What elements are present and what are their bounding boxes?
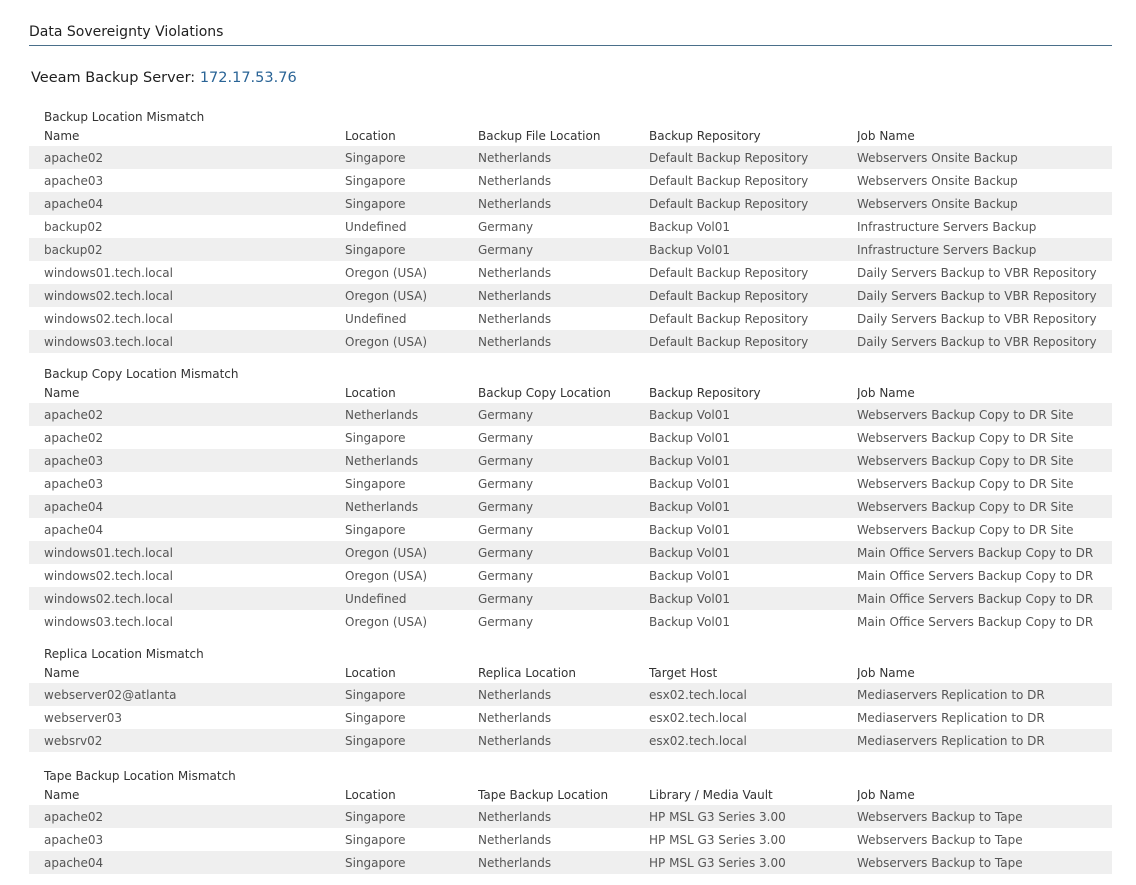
table-row (29, 215, 1112, 238)
table-cell: Default Backup Repository (649, 288, 809, 303)
table-row (29, 518, 1112, 541)
column-header: Backup Copy Location (478, 386, 611, 400)
table-row (29, 683, 1112, 706)
table-cell: Singapore (345, 687, 406, 702)
table-cell: backup02 (44, 219, 103, 234)
column-header: Name (44, 386, 80, 400)
table-cell: Backup Vol01 (649, 219, 731, 234)
table-row (29, 729, 1112, 752)
table-cell: apache02 (44, 430, 104, 445)
column-header: Name (44, 129, 80, 143)
table-cell: Webservers Backup to Tape (857, 832, 1023, 847)
table-row (29, 587, 1112, 610)
table-cell: Singapore (345, 809, 406, 824)
section-title: Backup Copy Location Mismatch (44, 367, 239, 381)
server-label: Veeam Backup Server: (31, 70, 196, 86)
table-cell: Singapore (345, 733, 406, 748)
table-cell: Backup Vol01 (649, 453, 731, 468)
table-cell: Default Backup Repository (649, 196, 809, 211)
table-cell: Singapore (345, 173, 406, 188)
table-cell: Netherlands (345, 407, 419, 422)
table-cell: Germany (478, 614, 534, 629)
table-cell: Germany (478, 219, 534, 234)
table-cell: Default Backup Repository (649, 265, 809, 280)
table-cell: Mediaservers Replication to DR (857, 710, 1045, 725)
table-cell: Germany (478, 545, 534, 560)
table-cell: apache04 (44, 196, 104, 211)
table-cell: Backup Vol01 (649, 476, 731, 491)
table-cell: Oregon (USA) (345, 334, 428, 349)
table-cell: esx02.tech.local (649, 733, 747, 748)
table-cell: Backup Vol01 (649, 545, 731, 560)
table-cell: Main Office Servers Backup Copy to DR (857, 568, 1094, 583)
table-cell: Backup Vol01 (649, 568, 731, 583)
table-cell: Singapore (345, 196, 406, 211)
column-header: Location (345, 386, 396, 400)
table-cell: Singapore (345, 476, 406, 491)
server-ip: 172.17.53.76 (199, 70, 297, 86)
table-row (29, 449, 1112, 472)
table-cell: Webservers Backup Copy to DR Site (857, 522, 1074, 537)
table-cell: Germany (478, 430, 534, 445)
table-cell: Germany (478, 568, 534, 583)
table-row (29, 192, 1112, 215)
table-cell: Daily Servers Backup to VBR Repository (857, 288, 1097, 303)
table-cell: Backup Vol01 (649, 430, 731, 445)
column-header: Job Name (857, 386, 915, 400)
table-cell: windows02.tech.local (44, 311, 173, 326)
table-cell: apache03 (44, 476, 104, 491)
table-cell: Germany (478, 522, 534, 537)
table-cell: Webservers Onsite Backup (857, 196, 1018, 211)
table-row (29, 426, 1112, 449)
table-cell: Webservers Onsite Backup (857, 173, 1018, 188)
table-cell: Undefined (345, 311, 407, 326)
table-cell: Singapore (345, 522, 406, 537)
table-row (29, 495, 1112, 518)
section-backup-location-mismatch (29, 108, 1112, 353)
table-cell: Netherlands (478, 334, 552, 349)
column-header: Location (345, 788, 396, 802)
table-cell: Singapore (345, 832, 406, 847)
table-cell: Germany (478, 407, 534, 422)
table-cell: Oregon (USA) (345, 568, 428, 583)
table-row (29, 307, 1112, 330)
table-cell: apache04 (44, 499, 104, 514)
table-header (29, 384, 1112, 403)
table-row (29, 238, 1112, 261)
table-row (29, 169, 1112, 192)
table-cell: HP MSL G3 Series 3.00 (649, 832, 786, 847)
table-cell: Oregon (USA) (345, 265, 428, 280)
table-cell: Netherlands (478, 687, 552, 702)
table-cell: Netherlands (345, 453, 419, 468)
table-cell: Main Office Servers Backup Copy to DR (857, 614, 1094, 629)
table-cell: Germany (478, 453, 534, 468)
table-cell: Daily Servers Backup to VBR Repository (857, 265, 1097, 280)
table-cell: Default Backup Repository (649, 311, 809, 326)
table-cell: apache02 (44, 150, 104, 165)
table-cell: Webservers Onsite Backup (857, 150, 1018, 165)
column-header: Location (345, 129, 396, 143)
table-cell: Webservers Backup to Tape (857, 855, 1023, 870)
table-cell: Webservers Backup Copy to DR Site (857, 499, 1074, 514)
table-cell: HP MSL G3 Series 3.00 (649, 855, 786, 870)
table-row (29, 472, 1112, 495)
column-header: Backup Repository (649, 386, 761, 400)
table-cell: apache02 (44, 809, 104, 824)
table-row (29, 706, 1112, 729)
table-row (29, 610, 1112, 633)
section-replica-location-mismatch (29, 645, 1112, 752)
table-cell: Netherlands (478, 265, 552, 280)
table-cell: Germany (478, 242, 534, 257)
table-cell: Main Office Servers Backup Copy to DR (857, 591, 1094, 606)
table-cell: HP MSL G3 Series 3.00 (649, 809, 786, 824)
table-cell: Infrastructure Servers Backup (857, 242, 1037, 257)
table-cell: Daily Servers Backup to VBR Repository (857, 334, 1097, 349)
table-cell: esx02.tech.local (649, 710, 747, 725)
table-cell: windows03.tech.local (44, 334, 173, 349)
table-cell: Oregon (USA) (345, 288, 428, 303)
table-cell: Netherlands (478, 150, 552, 165)
table-cell: Netherlands (478, 832, 552, 847)
table-cell: Netherlands (478, 855, 552, 870)
table-cell: Singapore (345, 710, 406, 725)
table-row (29, 146, 1112, 169)
table-cell: Netherlands (478, 288, 552, 303)
table-cell: Netherlands (478, 710, 552, 725)
table-cell: webserver02@atlanta (44, 687, 177, 702)
table-row (29, 403, 1112, 426)
table-cell: Webservers Backup Copy to DR Site (857, 453, 1074, 468)
table-cell: Backup Vol01 (649, 614, 731, 629)
table-cell: windows02.tech.local (44, 288, 173, 303)
section-title: Tape Backup Location Mismatch (44, 769, 236, 783)
table-cell: Singapore (345, 242, 406, 257)
table-cell: Netherlands (478, 809, 552, 824)
table-cell: Mediaservers Replication to DR (857, 733, 1045, 748)
table-cell: Oregon (USA) (345, 614, 428, 629)
table-cell: Backup Vol01 (649, 242, 731, 257)
table-cell: windows03.tech.local (44, 614, 173, 629)
table-cell: apache04 (44, 522, 104, 537)
table-cell: Singapore (345, 855, 406, 870)
column-header: Backup File Location (478, 129, 601, 143)
table-cell: Netherlands (478, 733, 552, 748)
table-row (29, 828, 1112, 851)
table-cell: Daily Servers Backup to VBR Repository (857, 311, 1097, 326)
table-cell: Netherlands (478, 173, 552, 188)
column-header: Name (44, 666, 80, 680)
column-header: Replica Location (478, 666, 576, 680)
page-title: Data Sovereignty Violations (29, 22, 1112, 46)
table-cell: Mediaservers Replication to DR (857, 687, 1045, 702)
section-tape-backup-location-mismatch (29, 767, 1112, 874)
table-header (29, 786, 1112, 805)
table-cell: Germany (478, 591, 534, 606)
table-row (29, 261, 1112, 284)
table-cell: Undefined (345, 219, 407, 234)
column-header: Backup Repository (649, 129, 761, 143)
column-header: Name (44, 788, 80, 802)
table-cell: Netherlands (478, 196, 552, 211)
section-title: Backup Location Mismatch (44, 110, 205, 124)
table-cell: Undefined (345, 591, 407, 606)
table-cell: Oregon (USA) (345, 545, 428, 560)
column-header: Tape Backup Location (478, 788, 609, 802)
table-header (29, 664, 1112, 683)
table-cell: apache03 (44, 453, 104, 468)
table-cell: Webservers Backup Copy to DR Site (857, 430, 1074, 445)
table-cell: Singapore (345, 430, 406, 445)
table-cell: Webservers Backup Copy to DR Site (857, 407, 1074, 422)
column-header: Job Name (857, 788, 915, 802)
table-row (29, 284, 1112, 307)
table-cell: windows01.tech.local (44, 545, 173, 560)
table-cell: Default Backup Repository (649, 173, 809, 188)
table-cell: Default Backup Repository (649, 150, 809, 165)
table-row (29, 805, 1112, 828)
table-cell: Backup Vol01 (649, 591, 731, 606)
table-cell: Main Office Servers Backup Copy to DR (857, 545, 1094, 560)
table-cell: Default Backup Repository (649, 334, 809, 349)
section-title: Replica Location Mismatch (44, 647, 204, 661)
table-cell: apache03 (44, 832, 104, 847)
column-header: Library / Media Vault (649, 788, 773, 802)
table-cell: windows02.tech.local (44, 591, 173, 606)
table-row (29, 541, 1112, 564)
server-line (31, 68, 297, 88)
table-row (29, 564, 1112, 587)
table-cell: Germany (478, 499, 534, 514)
table-cell: Backup Vol01 (649, 522, 731, 537)
table-header (29, 127, 1112, 146)
table-cell: windows01.tech.local (44, 265, 173, 280)
table-cell: apache03 (44, 173, 104, 188)
table-cell: Infrastructure Servers Backup (857, 219, 1037, 234)
table-cell: Germany (478, 476, 534, 491)
table-row (29, 330, 1112, 353)
column-header: Job Name (857, 129, 915, 143)
table-cell: Netherlands (345, 499, 419, 514)
section-backup-copy-location-mismatch (29, 365, 1112, 633)
table-cell: backup02 (44, 242, 103, 257)
table-cell: Backup Vol01 (649, 499, 731, 514)
column-header: Target Host (649, 666, 718, 680)
column-header: Location (345, 666, 396, 680)
table-cell: windows02.tech.local (44, 568, 173, 583)
table-cell: Singapore (345, 150, 406, 165)
table-cell: Backup Vol01 (649, 407, 731, 422)
column-header: Job Name (857, 666, 915, 680)
table-cell: Webservers Backup to Tape (857, 809, 1023, 824)
table-cell: websrv02 (44, 733, 103, 748)
table-cell: esx02.tech.local (649, 687, 747, 702)
table-cell: webserver03 (44, 710, 123, 725)
table-cell: Netherlands (478, 311, 552, 326)
table-cell: Webservers Backup Copy to DR Site (857, 476, 1074, 491)
table-cell: apache04 (44, 855, 104, 870)
table-cell: apache02 (44, 407, 104, 422)
table-row (29, 851, 1112, 874)
